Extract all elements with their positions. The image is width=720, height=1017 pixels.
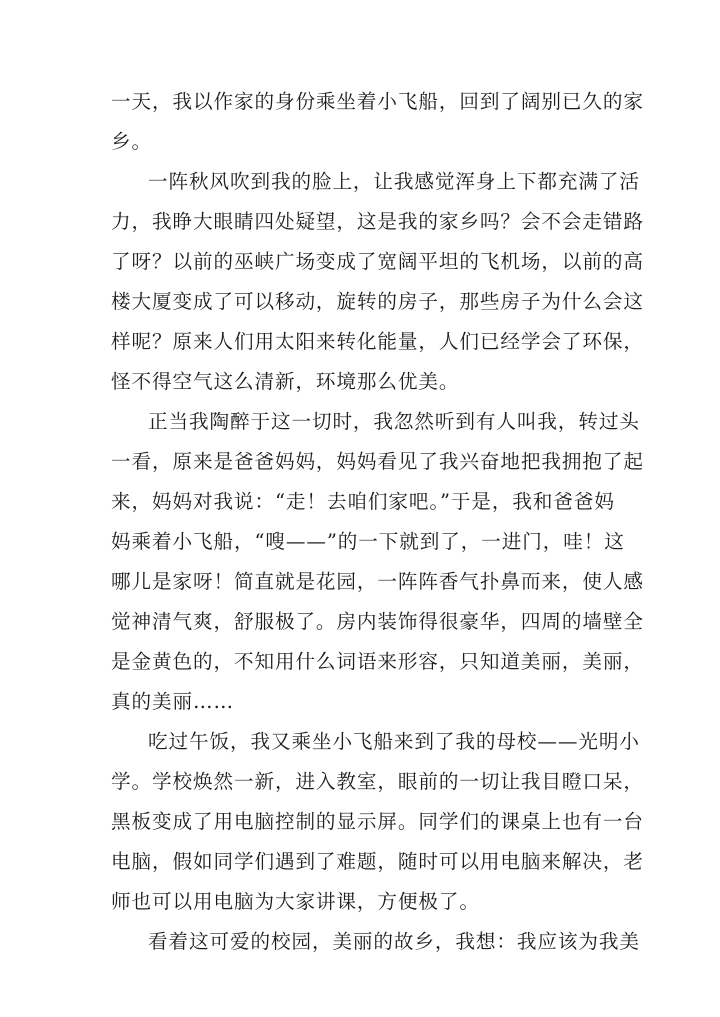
paragraph-start-line: 一阵秋风吹到我的脸上，让我感觉浑身上下都充满了活 (148, 170, 640, 193)
text-line: 师也可以用电脑为大家讲课，方便极了。 (111, 890, 480, 913)
text-line: 妈乘着小飞船，“嗖——”的一下就到了，一进门，哇！这 (111, 530, 625, 553)
text-line: 电脑，假如同学们遇到了难题，随时可以用电脑来解决，老 (111, 850, 644, 873)
text-line: 力，我睁大眼睛四处疑望，这是我的家乡吗？会不会走错路 (111, 210, 644, 233)
text-line: 一看，原来是爸爸妈妈，妈妈看见了我兴奋地把我拥抱了起 (111, 450, 644, 473)
text-line: 黑板变成了用电脑控制的显示屏。同学们的课桌上也有一台 (111, 810, 644, 833)
paragraph-start-line: 吃过午饭，我又乘坐小飞船来到了我的母校——光明小 (148, 730, 640, 753)
text-line: 哪儿是家呀！简直就是花园，一阵阵香气扑鼻而来，使人感 (111, 570, 644, 593)
paragraph-start-line: 看着这可爱的校园，美丽的故乡，我想：我应该为我美 (148, 930, 640, 953)
text-line: 了呀？以前的巫峡广场变成了宽阔平坦的飞机场，以前的高 (111, 250, 644, 273)
text-line: 来，妈妈对我说：“走！去咱们家吧。”于是，我和爸爸妈 (111, 490, 615, 513)
text-line: 楼大厦变成了可以移动，旋转的房子，那些房子为什么会这 (111, 290, 644, 313)
text-line: 怪不得空气这么清新，环境那么优美。 (111, 370, 460, 393)
text-line: 学。学校焕然一新，进入教室，眼前的一切让我目瞪口呆， (111, 770, 644, 793)
text-line: 一天，我以作家的身份乘坐着小飞船，回到了阔别已久的家 (111, 90, 644, 113)
text-line: 乡。 (111, 130, 152, 153)
text-line: 觉神清气爽，舒服极了。房内装饰得很豪华，四周的墙壁全 (111, 610, 644, 633)
text-line: 真的美丽…… (111, 690, 234, 713)
paragraph-start-line: 正当我陶醉于这一切时，我忽然听到有人叫我，转过头 (148, 410, 640, 433)
text-line: 样呢？原来人们用太阳来转化能量，人们已经学会了环保， (111, 330, 644, 353)
text-line: 是金黄色的，不知用什么词语来形容，只知道美丽，美丽， (111, 650, 644, 673)
